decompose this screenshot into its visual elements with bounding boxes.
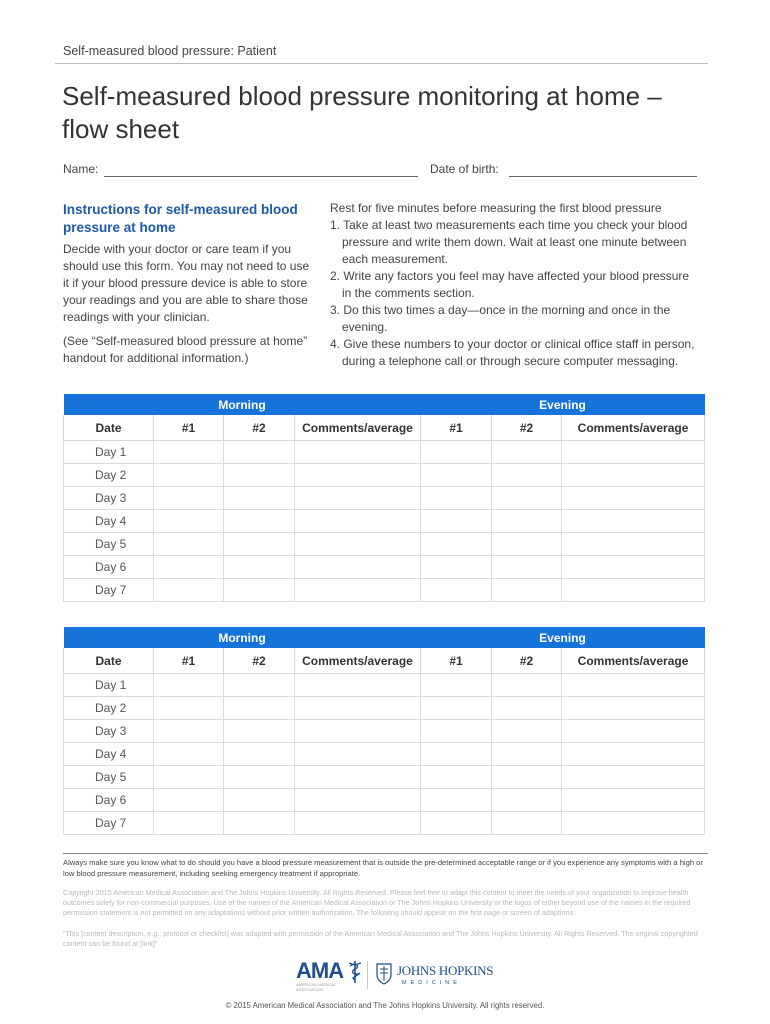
table-row	[64, 533, 705, 556]
table-row	[64, 441, 705, 464]
col-morning-comments: Comments/average	[295, 648, 421, 674]
morning-reading-2-cell[interactable]	[224, 533, 295, 556]
rest-instruction: Rest for five minutes before measuring the first blood pressure	[330, 201, 662, 215]
morning-reading-1-cell[interactable]	[154, 812, 224, 835]
instruction-step: 3. Do this two times a day—once in the morning and once in the evening.	[330, 303, 671, 334]
evening-reading-2-cell[interactable]	[492, 743, 562, 766]
evening-comments-cell[interactable]	[562, 579, 705, 602]
col-morning-comments: Comments/average	[295, 415, 421, 441]
table-row	[64, 697, 705, 720]
day-label: Day 1	[64, 441, 154, 464]
col-evening-2: #2	[492, 648, 562, 674]
logo-divider	[367, 961, 368, 989]
table-row	[64, 510, 705, 533]
morning-comments-cell[interactable]	[295, 766, 421, 789]
evening-reading-2-cell[interactable]	[492, 697, 562, 720]
day-label: Day 7	[64, 579, 154, 602]
col-morning-1: #1	[154, 415, 224, 441]
evening-reading-2-cell[interactable]	[492, 510, 562, 533]
morning-comments-cell[interactable]	[295, 464, 421, 487]
col-morning-2: #2	[224, 415, 295, 441]
table-row	[64, 556, 705, 579]
evening-reading-2-cell[interactable]	[492, 674, 562, 697]
morning-reading-2-cell[interactable]	[224, 674, 295, 697]
ama-caduceus-icon	[347, 960, 363, 984]
morning-reading-2-cell[interactable]	[224, 510, 295, 533]
copyright-notice: © 2015 American Medical Association and The Johns Hopkins University. All rights reserved.	[225, 1001, 545, 1010]
dob-label: Date of birth:	[430, 162, 499, 176]
morning-reading-2-cell[interactable]	[224, 556, 295, 579]
col-evening-1: #1	[421, 415, 492, 441]
morning-reading-2-cell[interactable]	[224, 579, 295, 602]
instruction-step: 1. Take at least two measurements each time you check your blood pressure and write them down. Wait at least one minute between each measurement.	[330, 218, 688, 266]
evening-comments-cell[interactable]	[562, 510, 705, 533]
instruction-step: 2. Write any factors you feel may have affected your blood pressure in the comments section.	[330, 269, 690, 300]
morning-reading-1-cell[interactable]	[154, 487, 224, 510]
day-label: Day 2	[64, 697, 154, 720]
evening-comments-cell[interactable]	[562, 487, 705, 510]
evening-comments-cell[interactable]	[562, 556, 705, 579]
name-field[interactable]	[104, 176, 418, 177]
morning-comments-cell[interactable]	[295, 487, 421, 510]
morning-comments-cell[interactable]	[295, 510, 421, 533]
evening-reading-1-cell[interactable]	[421, 441, 492, 464]
day-label: Day 4	[64, 743, 154, 766]
table-row	[64, 464, 705, 487]
morning-reading-1-cell[interactable]	[154, 579, 224, 602]
table-row	[64, 674, 705, 697]
evening-comments-cell[interactable]	[562, 743, 705, 766]
footer-divider	[63, 853, 708, 854]
evening-reading-2-cell[interactable]	[492, 464, 562, 487]
day-label: Day 2	[64, 464, 154, 487]
evening-reading-1-cell[interactable]	[421, 674, 492, 697]
morning-reading-2-cell[interactable]	[224, 464, 295, 487]
evening-reading-2-cell[interactable]	[492, 533, 562, 556]
bp-table-week-2	[63, 627, 705, 835]
evening-reading-1-cell[interactable]	[421, 743, 492, 766]
morning-comments-cell[interactable]	[295, 533, 421, 556]
morning-reading-1-cell[interactable]	[154, 441, 224, 464]
day-label: Day 6	[64, 789, 154, 812]
col-evening-1: #1	[421, 648, 492, 674]
evening-header: Evening	[421, 627, 705, 648]
morning-comments-cell[interactable]	[295, 812, 421, 835]
table-row	[64, 487, 705, 510]
day-label: Day 3	[64, 720, 154, 743]
evening-reading-1-cell[interactable]	[421, 697, 492, 720]
table-row	[64, 720, 705, 743]
ama-tagline: AMERICAN MEDICAL ASSOCIATION	[296, 982, 336, 992]
col-morning-2: #2	[224, 648, 295, 674]
header-label: Self-measured blood pressure: Patient	[63, 44, 277, 58]
morning-reading-2-cell[interactable]	[224, 720, 295, 743]
ama-logo: AMA	[296, 958, 344, 983]
evening-reading-2-cell[interactable]	[492, 720, 562, 743]
day-label: Day 6	[64, 556, 154, 579]
morning-reading-2-cell[interactable]	[224, 743, 295, 766]
morning-reading-1-cell[interactable]	[154, 789, 224, 812]
table-row	[64, 812, 705, 835]
morning-reading-1-cell[interactable]	[154, 766, 224, 789]
evening-comments-cell[interactable]	[562, 533, 705, 556]
col-date: Date	[64, 415, 154, 441]
johns-hopkins-medicine: MEDICINE	[402, 980, 461, 986]
evening-reading-2-cell[interactable]	[492, 789, 562, 812]
evening-comments-cell[interactable]	[562, 812, 705, 835]
attribution-statement: “This [content description, e.g., protocol or checklist] was adapted with permission of the American Medical Association and The Johns Hopkins University. All Rights Reserved. The original copyrighted content can be found at [link]”	[63, 929, 698, 948]
instructions-heading: Instructions for self-measured blood pressure at home	[63, 202, 298, 235]
table-row	[64, 789, 705, 812]
evening-reading-2-cell[interactable]	[492, 766, 562, 789]
day-label: Day 7	[64, 812, 154, 835]
table-row	[64, 579, 705, 602]
header-divider	[55, 63, 708, 64]
morning-reading-1-cell[interactable]	[154, 720, 224, 743]
morning-comments-cell[interactable]	[295, 697, 421, 720]
instruction-step: 4. Give these numbers to your doctor or clinical office staff in person, during a telephone call or through secure computer messaging.	[330, 337, 695, 368]
morning-reading-1-cell[interactable]	[154, 674, 224, 697]
morning-comments-cell[interactable]	[295, 789, 421, 812]
morning-comments-cell[interactable]	[295, 674, 421, 697]
evening-comments-cell[interactable]	[562, 674, 705, 697]
evening-comments-cell[interactable]	[562, 464, 705, 487]
bp-table-week-1	[63, 394, 705, 602]
morning-reading-1-cell[interactable]	[154, 464, 224, 487]
col-evening-2: #2	[492, 415, 562, 441]
evening-reading-1-cell[interactable]	[421, 510, 492, 533]
evening-reading-2-cell[interactable]	[492, 487, 562, 510]
morning-comments-cell[interactable]	[295, 579, 421, 602]
partner-logos	[296, 958, 496, 992]
evening-reading-2-cell[interactable]	[492, 579, 562, 602]
permission-statement: Copyright 2015 American Medical Association and The Johns Hopkins University. All Rights Reserved. Please feel free to adapt this content to meet the needs of your organization to improve health outcomes solely for non-commercial purposes. Use of the names of the American Medical Association or The Johns Hopkins University or the logos of either beyond use of the names in the required permission statement is not permitted on any adaptations without prior written authorization. The following should appear on the first page or screen of adaptions:	[63, 888, 691, 917]
evening-comments-cell[interactable]	[562, 697, 705, 720]
morning-reading-2-cell[interactable]	[224, 812, 295, 835]
day-label: Day 4	[64, 510, 154, 533]
evening-header: Evening	[421, 394, 705, 415]
col-evening-comments: Comments/average	[562, 415, 705, 441]
morning-comments-cell[interactable]	[295, 743, 421, 766]
evening-reading-1-cell[interactable]	[421, 464, 492, 487]
morning-reading-2-cell[interactable]	[224, 789, 295, 812]
instructions-reference: (See “Self-measured blood pressure at home” handout for additional information.)	[63, 334, 308, 365]
col-morning-1: #1	[154, 648, 224, 674]
day-label: Day 5	[64, 766, 154, 789]
evening-comments-cell[interactable]	[562, 766, 705, 789]
johns-hopkins-shield-icon	[375, 962, 393, 986]
evening-reading-1-cell[interactable]	[421, 487, 492, 510]
morning-reading-1-cell[interactable]	[154, 697, 224, 720]
morning-reading-1-cell[interactable]	[154, 533, 224, 556]
evening-reading-1-cell[interactable]	[421, 533, 492, 556]
instruction-steps	[330, 217, 700, 370]
evening-reading-2-cell[interactable]	[492, 556, 562, 579]
evening-reading-2-cell[interactable]	[492, 812, 562, 835]
morning-comments-cell[interactable]	[295, 556, 421, 579]
morning-header: Morning	[64, 394, 421, 415]
dob-field[interactable]	[509, 176, 697, 177]
evening-comments-cell[interactable]	[562, 720, 705, 743]
morning-header: Morning	[64, 627, 421, 648]
table-row	[64, 743, 705, 766]
morning-reading-1-cell[interactable]	[154, 510, 224, 533]
morning-reading-2-cell[interactable]	[224, 441, 295, 464]
morning-reading-2-cell[interactable]	[224, 697, 295, 720]
evening-reading-1-cell[interactable]	[421, 789, 492, 812]
evening-reading-1-cell[interactable]	[421, 720, 492, 743]
safety-notice: Always make sure you know what to do should you have a blood pressure measurement that is outside the pre-determined acceptable range or if you experience any symptoms with a high or low blood pressure measurement, including seeking emergency treatment if appropriate.	[63, 858, 703, 878]
evening-reading-1-cell[interactable]	[421, 556, 492, 579]
evening-comments-cell[interactable]	[562, 441, 705, 464]
morning-reading-2-cell[interactable]	[224, 766, 295, 789]
page-title: Self-measured blood pressure monitoring at home – flow sheet	[62, 81, 662, 144]
name-label: Name:	[63, 162, 99, 176]
day-label: Day 1	[64, 674, 154, 697]
johns-hopkins-logo: JOHNS HOPKINS	[397, 963, 494, 978]
col-evening-comments: Comments/average	[562, 648, 705, 674]
evening-reading-1-cell[interactable]	[421, 812, 492, 835]
col-date: Date	[64, 648, 154, 674]
day-label: Day 3	[64, 487, 154, 510]
table-row	[64, 766, 705, 789]
evening-comments-cell[interactable]	[562, 789, 705, 812]
morning-comments-cell[interactable]	[295, 441, 421, 464]
instructions-paragraph: Decide with your doctor or care team if you should use this form. You may not need to use it if your blood pressure device is able to store your readings and you are able to share those readings with your clinician.	[63, 242, 310, 324]
morning-reading-1-cell[interactable]	[154, 556, 224, 579]
morning-comments-cell[interactable]	[295, 720, 421, 743]
evening-reading-2-cell[interactable]	[492, 441, 562, 464]
morning-reading-1-cell[interactable]	[154, 743, 224, 766]
day-label: Day 5	[64, 533, 154, 556]
evening-reading-1-cell[interactable]	[421, 766, 492, 789]
evening-reading-1-cell[interactable]	[421, 579, 492, 602]
morning-reading-2-cell[interactable]	[224, 487, 295, 510]
